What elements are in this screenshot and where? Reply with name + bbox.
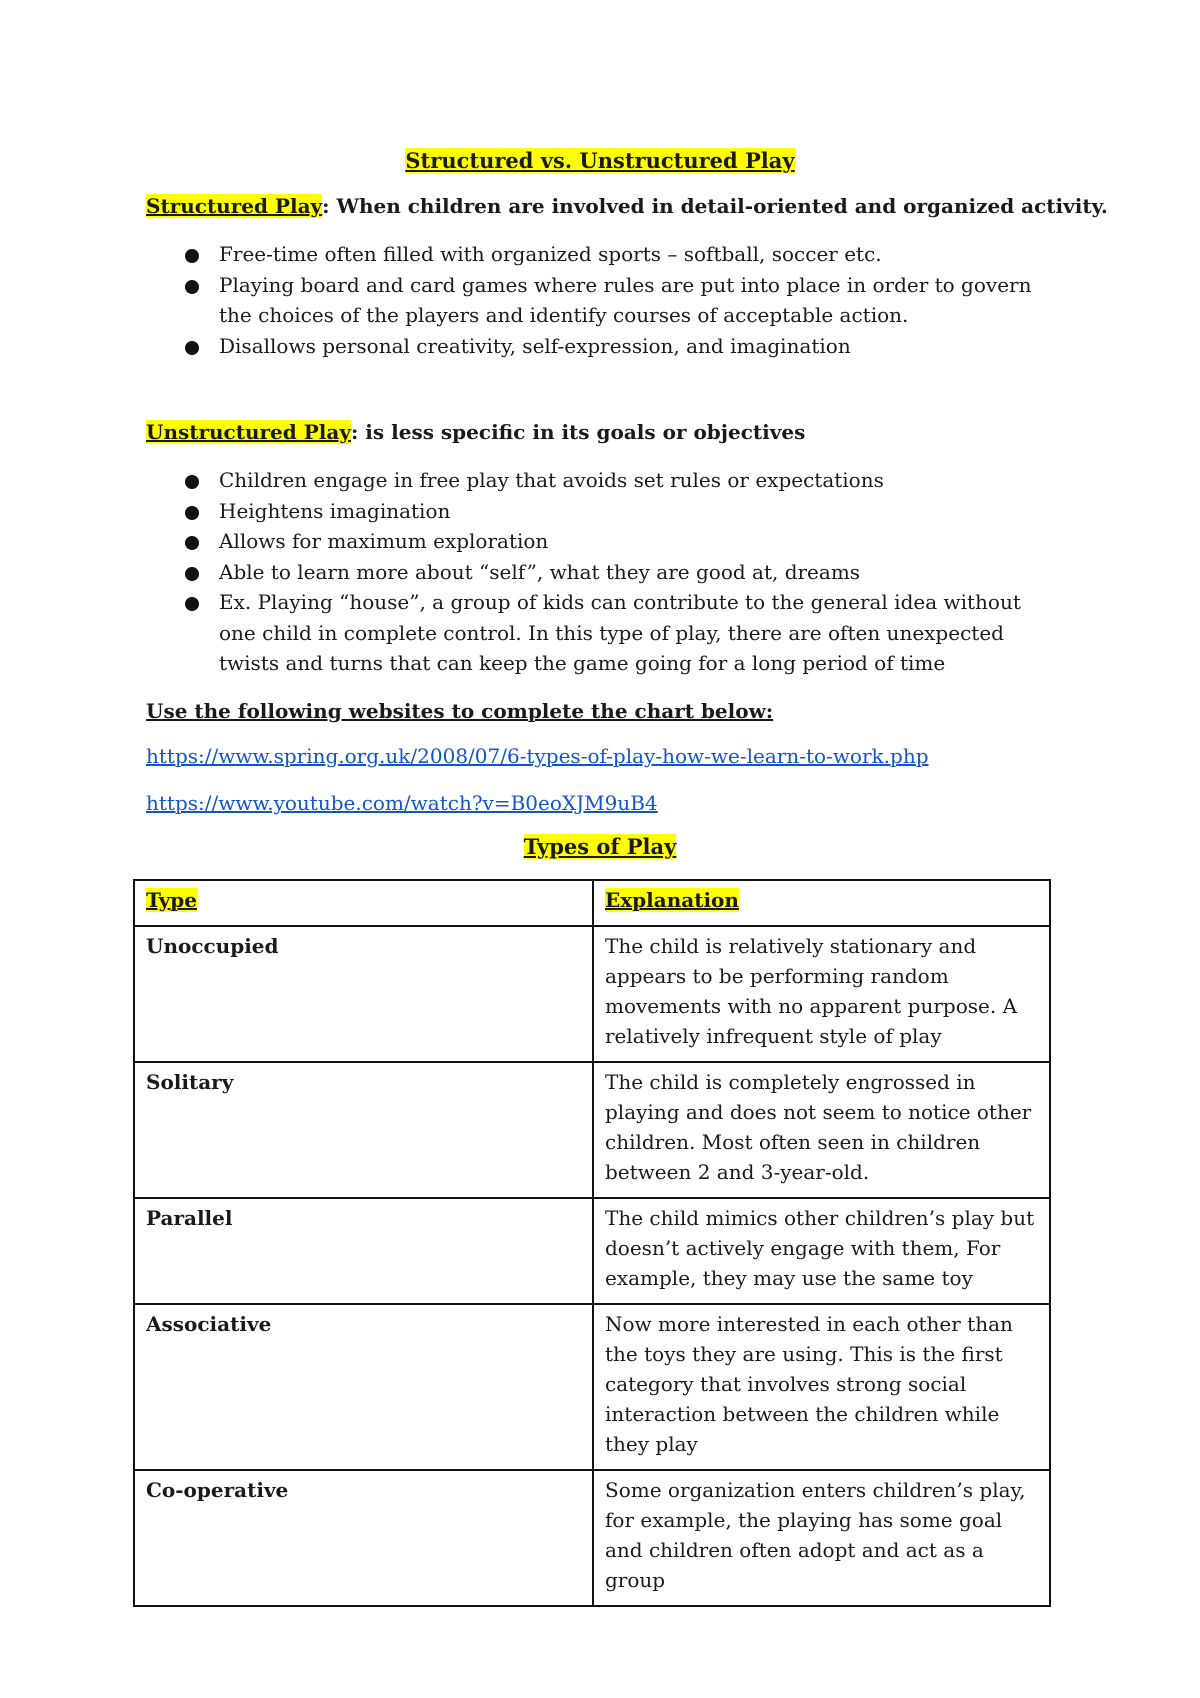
type-cell: Associative	[134, 1304, 593, 1470]
explanation-cell: Some organization enters children’s play, for example, the playing has some goal and children often adopt and act as a group	[593, 1470, 1050, 1606]
explanation-cell: The child is relatively stationary and appears to be performing random movements with no apparent purpose. A relatively infrequent style of play	[593, 926, 1050, 1062]
unstructured-play-definition: : is less specific in its goals or objectives	[350, 420, 806, 444]
type-cell: Solitary	[134, 1062, 593, 1198]
unstructured-play-heading	[146, 420, 805, 444]
type-column-header: Type	[134, 880, 593, 926]
structured-play-heading	[146, 194, 1108, 218]
youtube-video-link[interactable]: https://www.youtube.com/watch?v=B0eoXJM9uB4	[146, 791, 658, 815]
list-item: Playing board and card games where rules are put into place in order to govern the choices of the players and identify courses of acceptable action.	[146, 270, 1046, 331]
document-title: Structured vs. Unstructured Play	[405, 148, 795, 173]
types-of-play-table	[133, 879, 1051, 1607]
table-title: Types of Play	[523, 834, 677, 859]
bullet-dot-icon	[185, 536, 199, 550]
explanation-column-header: Explanation	[593, 880, 1050, 926]
bullet-dot-icon	[185, 597, 199, 611]
bullet-dot-icon	[185, 506, 199, 520]
bullet-dot-icon	[185, 249, 199, 263]
bullet-dot-icon	[185, 280, 199, 294]
table-row	[134, 926, 1050, 1062]
explanation-cell: Now more interested in each other than the toys they are using. This is the first category that involves strong social interaction between the children while they play	[593, 1304, 1050, 1470]
list-item: Children engage in free play that avoids set rules or expectations	[146, 465, 1046, 496]
type-cell: Parallel	[134, 1198, 593, 1304]
explanation-cell: The child mimics other children’s play but doesn’t actively engage with them, For example, they may use the same toy	[593, 1198, 1050, 1304]
bullet-dot-icon	[185, 341, 199, 355]
list-item: Ex. Playing “house”, a group of kids can contribute to the general idea without one child in complete control. In this type of play, there are often unexpected twists and turns that can keep the game going for a long period of time	[146, 587, 1046, 679]
table-row	[134, 1304, 1050, 1470]
table-row	[134, 1470, 1050, 1606]
table-row	[134, 1062, 1050, 1198]
bullet-dot-icon	[185, 475, 199, 489]
structured-play-label: Structured Play	[146, 194, 323, 218]
table-header-row	[134, 880, 1050, 926]
spring-article-link[interactable]: https://www.spring.org.uk/2008/07/6-types-of-play-how-we-learn-to-work.php	[146, 744, 929, 768]
explanation-cell: The child is completely engrossed in playing and does not seem to notice other children. Most often seen in children between 2 and 3-year-old.	[593, 1062, 1050, 1198]
type-cell: Unoccupied	[134, 926, 593, 1062]
unstructured-play-label: Unstructured Play	[146, 420, 351, 444]
list-item: Free-time often filled with organized sports – softball, soccer etc.	[146, 239, 1046, 270]
list-item: Able to learn more about “self”, what they are good at, dreams	[146, 557, 1046, 588]
instruction-text: Use the following websites to complete the chart below:	[146, 699, 774, 723]
list-item: Heightens imagination	[146, 496, 1046, 527]
structured-play-definition: : When children are involved in detail-oriented and organized activity.	[322, 194, 1108, 218]
bullet-dot-icon	[185, 567, 199, 581]
type-cell: Co-operative	[134, 1470, 593, 1606]
list-item: Disallows personal creativity, self-expression, and imagination	[146, 331, 1046, 362]
structured-play-list	[146, 239, 1046, 361]
table-row	[134, 1198, 1050, 1304]
unstructured-play-list	[146, 465, 1046, 679]
list-item: Allows for maximum exploration	[146, 526, 1046, 557]
